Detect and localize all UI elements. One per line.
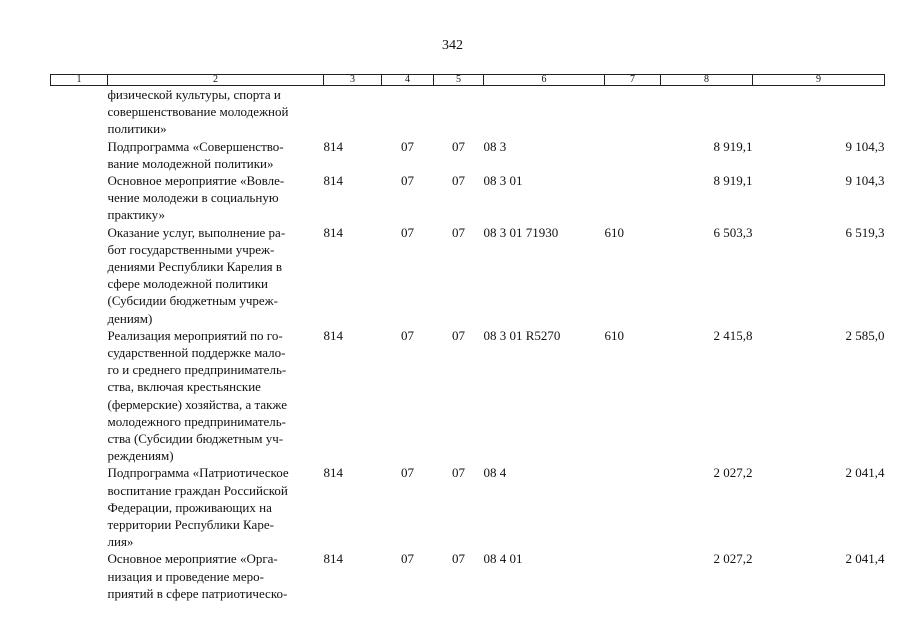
expense-type-cell <box>605 464 661 550</box>
section-code-cell: 07 <box>401 173 414 189</box>
row-name-line: Оказание услуг, выполнение ра- <box>107 224 286 240</box>
row-name-line: Подпрограмма «Патриотическое <box>107 465 289 481</box>
section-code-cell: 07 <box>401 138 414 154</box>
target-article-cell: 08 4 01 <box>483 551 523 567</box>
row-name-cell <box>108 138 324 172</box>
row-name-line: Реализация мероприятий по го- <box>107 327 283 343</box>
row-name-cell <box>108 327 324 465</box>
row-name-line: практику» <box>107 207 165 223</box>
column-header-8: 8 <box>661 75 753 86</box>
ministry-code-cell: 814 <box>323 551 343 567</box>
subsection-code-cell: 07 <box>452 138 465 154</box>
target-article-cell: 08 3 01 71930 <box>483 224 559 240</box>
row-name-cell <box>108 224 324 327</box>
row-name-cell <box>108 464 324 550</box>
amount-col-8-cell: 6 503,3 <box>713 224 753 240</box>
row-name-cell <box>108 172 324 224</box>
amount-col-8-cell: 8 919,1 <box>713 138 753 154</box>
row-name-line: Подпрограмма «Совершенство- <box>107 138 284 154</box>
column-header-7: 7 <box>605 75 661 86</box>
amount-col-9-cell: 2 041,4 <box>845 465 885 481</box>
subsection-code-cell: 07 <box>452 465 465 481</box>
table-row <box>51 550 885 602</box>
ministry-code-cell: 814 <box>323 327 343 343</box>
table-row <box>51 464 885 550</box>
amount-col-9-cell <box>753 86 885 138</box>
row-name-line: (Субсидии бюджетным учреж- <box>107 293 278 309</box>
target-article-cell: 08 4 <box>483 465 507 481</box>
amount-col-9-cell: 9 104,3 <box>845 173 885 189</box>
row-name-cell <box>108 550 324 602</box>
target-article-cell: 08 3 01 R5270 <box>483 327 561 343</box>
row-name-line: сударственной поддержке мало- <box>107 345 286 361</box>
table-body <box>51 86 885 603</box>
amount-col-8-cell: 2 027,2 <box>713 465 753 481</box>
column-header-6: 6 <box>484 75 605 86</box>
cell-col-1 <box>51 224 108 327</box>
cell-col-1 <box>51 172 108 224</box>
row-name-line: воспитание граждан Российской <box>107 482 288 498</box>
amount-col-8-cell: 8 919,1 <box>713 173 753 189</box>
row-name-line: совершенствование молодежной <box>107 104 289 120</box>
section-code-cell <box>382 86 434 138</box>
cell-col-1 <box>51 327 108 465</box>
subsection-code-cell <box>434 86 484 138</box>
subsection-code-cell: 07 <box>452 224 465 240</box>
cell-col-1 <box>51 138 108 172</box>
row-name-line: приятий в сфере патриотическо- <box>107 585 288 601</box>
section-code-cell: 07 <box>401 224 414 240</box>
page-number: 342 <box>442 38 463 53</box>
row-name-line: Основное мероприятие «Орга- <box>107 551 278 567</box>
column-header-5: 5 <box>434 75 484 86</box>
column-header-1: 1 <box>51 75 108 86</box>
column-header-4: 4 <box>382 75 434 86</box>
row-name-line: территории Республики Каре- <box>107 517 274 533</box>
table-row <box>51 224 885 327</box>
target-article-cell <box>484 86 605 138</box>
table-header <box>51 75 885 86</box>
amount-col-9-cell: 2 585,0 <box>845 327 885 343</box>
row-name-line: Основное мероприятие «Вовле- <box>107 173 285 189</box>
ministry-code-cell: 814 <box>323 224 343 240</box>
subsection-code-cell: 07 <box>452 551 465 567</box>
amount-col-8-cell: 2 415,8 <box>713 327 753 343</box>
ministry-code-cell: 814 <box>323 138 343 154</box>
table-row <box>51 138 885 172</box>
subsection-code-cell: 07 <box>452 327 465 343</box>
section-code-cell: 07 <box>401 551 414 567</box>
table-row <box>51 172 885 224</box>
table-row <box>51 86 885 138</box>
subsection-code-cell: 07 <box>452 173 465 189</box>
column-header-3: 3 <box>324 75 382 86</box>
section-code-cell: 07 <box>401 327 414 343</box>
budget-table <box>50 74 885 602</box>
row-name-line: дениями Республики Карелия в <box>107 259 283 275</box>
amount-col-8-cell <box>661 86 753 138</box>
expense-type-cell <box>605 138 661 172</box>
expense-type-cell: 610 <box>604 327 624 343</box>
row-name-line: лия» <box>107 534 134 550</box>
row-name-line: низация и проведение меро- <box>107 568 264 584</box>
column-number-row <box>51 75 885 86</box>
ministry-code-cell: 814 <box>323 173 343 189</box>
row-name-line: физической культуры, спорта и <box>107 87 281 102</box>
row-name-line: политики» <box>107 121 167 137</box>
cell-col-1 <box>51 550 108 602</box>
row-name-line: бот государственными учреж- <box>107 241 275 257</box>
row-name-line: чение молодежи в социальную <box>107 190 279 206</box>
cell-col-1 <box>51 464 108 550</box>
row-name-line: реждениям) <box>107 448 174 464</box>
row-name-line: дениям) <box>107 310 153 326</box>
amount-col-8-cell: 2 027,2 <box>713 551 753 567</box>
amount-col-9-cell: 6 519,3 <box>845 224 885 240</box>
row-name-line: Федерации, проживающих на <box>107 499 272 515</box>
row-name-line: го и среднего предприниматель- <box>107 362 287 378</box>
target-article-cell: 08 3 01 <box>483 173 523 189</box>
row-name-line: ства (Субсидии бюджетным уч- <box>107 431 284 447</box>
expense-type-cell <box>605 172 661 224</box>
ministry-code-cell: 814 <box>323 465 343 481</box>
expense-type-cell: 610 <box>604 224 624 240</box>
ministry-code-cell <box>324 86 382 138</box>
column-header-9: 9 <box>753 75 885 86</box>
row-name-line: (фермерские) хозяйства, а также <box>107 396 288 412</box>
section-code-cell: 07 <box>401 465 414 481</box>
row-name-cell <box>108 86 324 138</box>
amount-col-9-cell: 2 041,4 <box>845 551 885 567</box>
expense-type-cell <box>605 550 661 602</box>
target-article-cell: 08 3 <box>483 138 507 154</box>
column-header-2: 2 <box>108 75 324 86</box>
row-name-line: вание молодежной политики» <box>107 155 274 171</box>
cell-col-1 <box>51 86 108 138</box>
row-name-line: ства, включая крестьянские <box>107 379 261 395</box>
row-name-line: молодежного предприниматель- <box>107 413 287 429</box>
amount-col-9-cell: 9 104,3 <box>845 138 885 154</box>
expense-type-cell <box>605 86 661 138</box>
row-name-line: сфере молодежной политики <box>107 276 268 292</box>
table-row <box>51 327 885 465</box>
